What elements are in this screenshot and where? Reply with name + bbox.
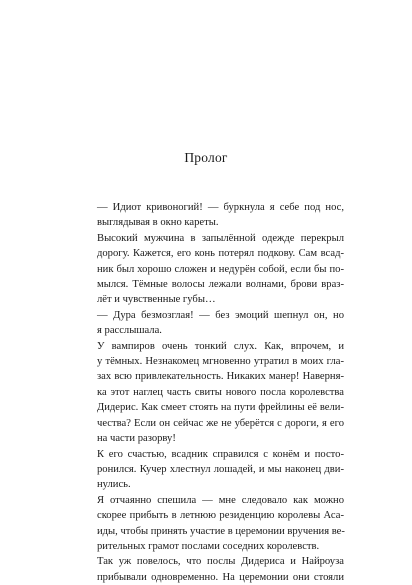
text-line: я расслышала.: [97, 325, 162, 337]
text-line: на части разорву!: [97, 433, 176, 445]
paragraph: [84, 308, 344, 339]
paragraph: [84, 200, 344, 231]
text-line: нулись.: [97, 479, 131, 491]
body-text: [84, 200, 344, 585]
paragraph: [84, 554, 344, 585]
text-line: Высокий мужчина в запылённой одежде перекрыл: [97, 232, 344, 244]
text-line: К его счастью, всадник справился с конём и посто-: [97, 448, 344, 460]
text-line: ронился. Кучер хлестнул лошадей, и мы наконец дви-: [97, 463, 344, 475]
paragraph: [84, 339, 344, 447]
text-line: ник был хорошо сложен и недурён собой, если бы по-: [97, 263, 344, 275]
text-line: Я отчаянно спешила — мне следовало как можно: [97, 494, 344, 506]
text-line: зах всю привлекательность. Никаких манер! Наверня-: [97, 371, 344, 383]
text-line: чества? Если он сейчас же не уберётся с дороги, я его: [97, 417, 344, 429]
text-line: Так уж повелось, что послы Дидериса и Найроуза: [97, 556, 344, 568]
text-line: мылся. Тёмные волосы лежали волнами, брови враз-: [97, 279, 344, 291]
paragraph: [84, 493, 344, 555]
text-line: У вампиров очень тонкий слух. Как, впрочем, и: [97, 340, 344, 352]
text-line: рительных грамот послами соседних королевств.: [97, 540, 320, 552]
text-line: лёт и чувственные губы…: [97, 294, 216, 306]
text-line: иды, чтобы принять участие в церемонии вручения ве-: [97, 525, 345, 537]
text-line: Дидерис. Как смеет стоять на пути фрейлины её вели-: [97, 402, 344, 414]
paragraph: [84, 231, 344, 308]
text-line: дорогу. Кажется, его конь потерял подкову. Сам всад-: [97, 248, 344, 260]
chapter-title: Пролог: [184, 150, 228, 165]
paragraph: [84, 447, 344, 493]
text-line: ка этот наглец часть свиты нового посла королевства: [97, 386, 344, 398]
text-line: скорее прибыть в летнюю резиденцию королевы Аса-: [97, 510, 344, 522]
text-line: у тёмных. Незнакомец мгновенно утратил в моих гла-: [97, 356, 344, 368]
text-line: — Дура безмозглая! — без эмоций шепнул он, но: [97, 309, 344, 321]
text-line: выглядывая в окно кареты.: [97, 217, 219, 229]
text-line: — Идиот кривоногий! — буркнула я себе под нос,: [97, 202, 344, 213]
text-line: прибывали одновременно. На церемонии они стояли: [97, 571, 344, 583]
